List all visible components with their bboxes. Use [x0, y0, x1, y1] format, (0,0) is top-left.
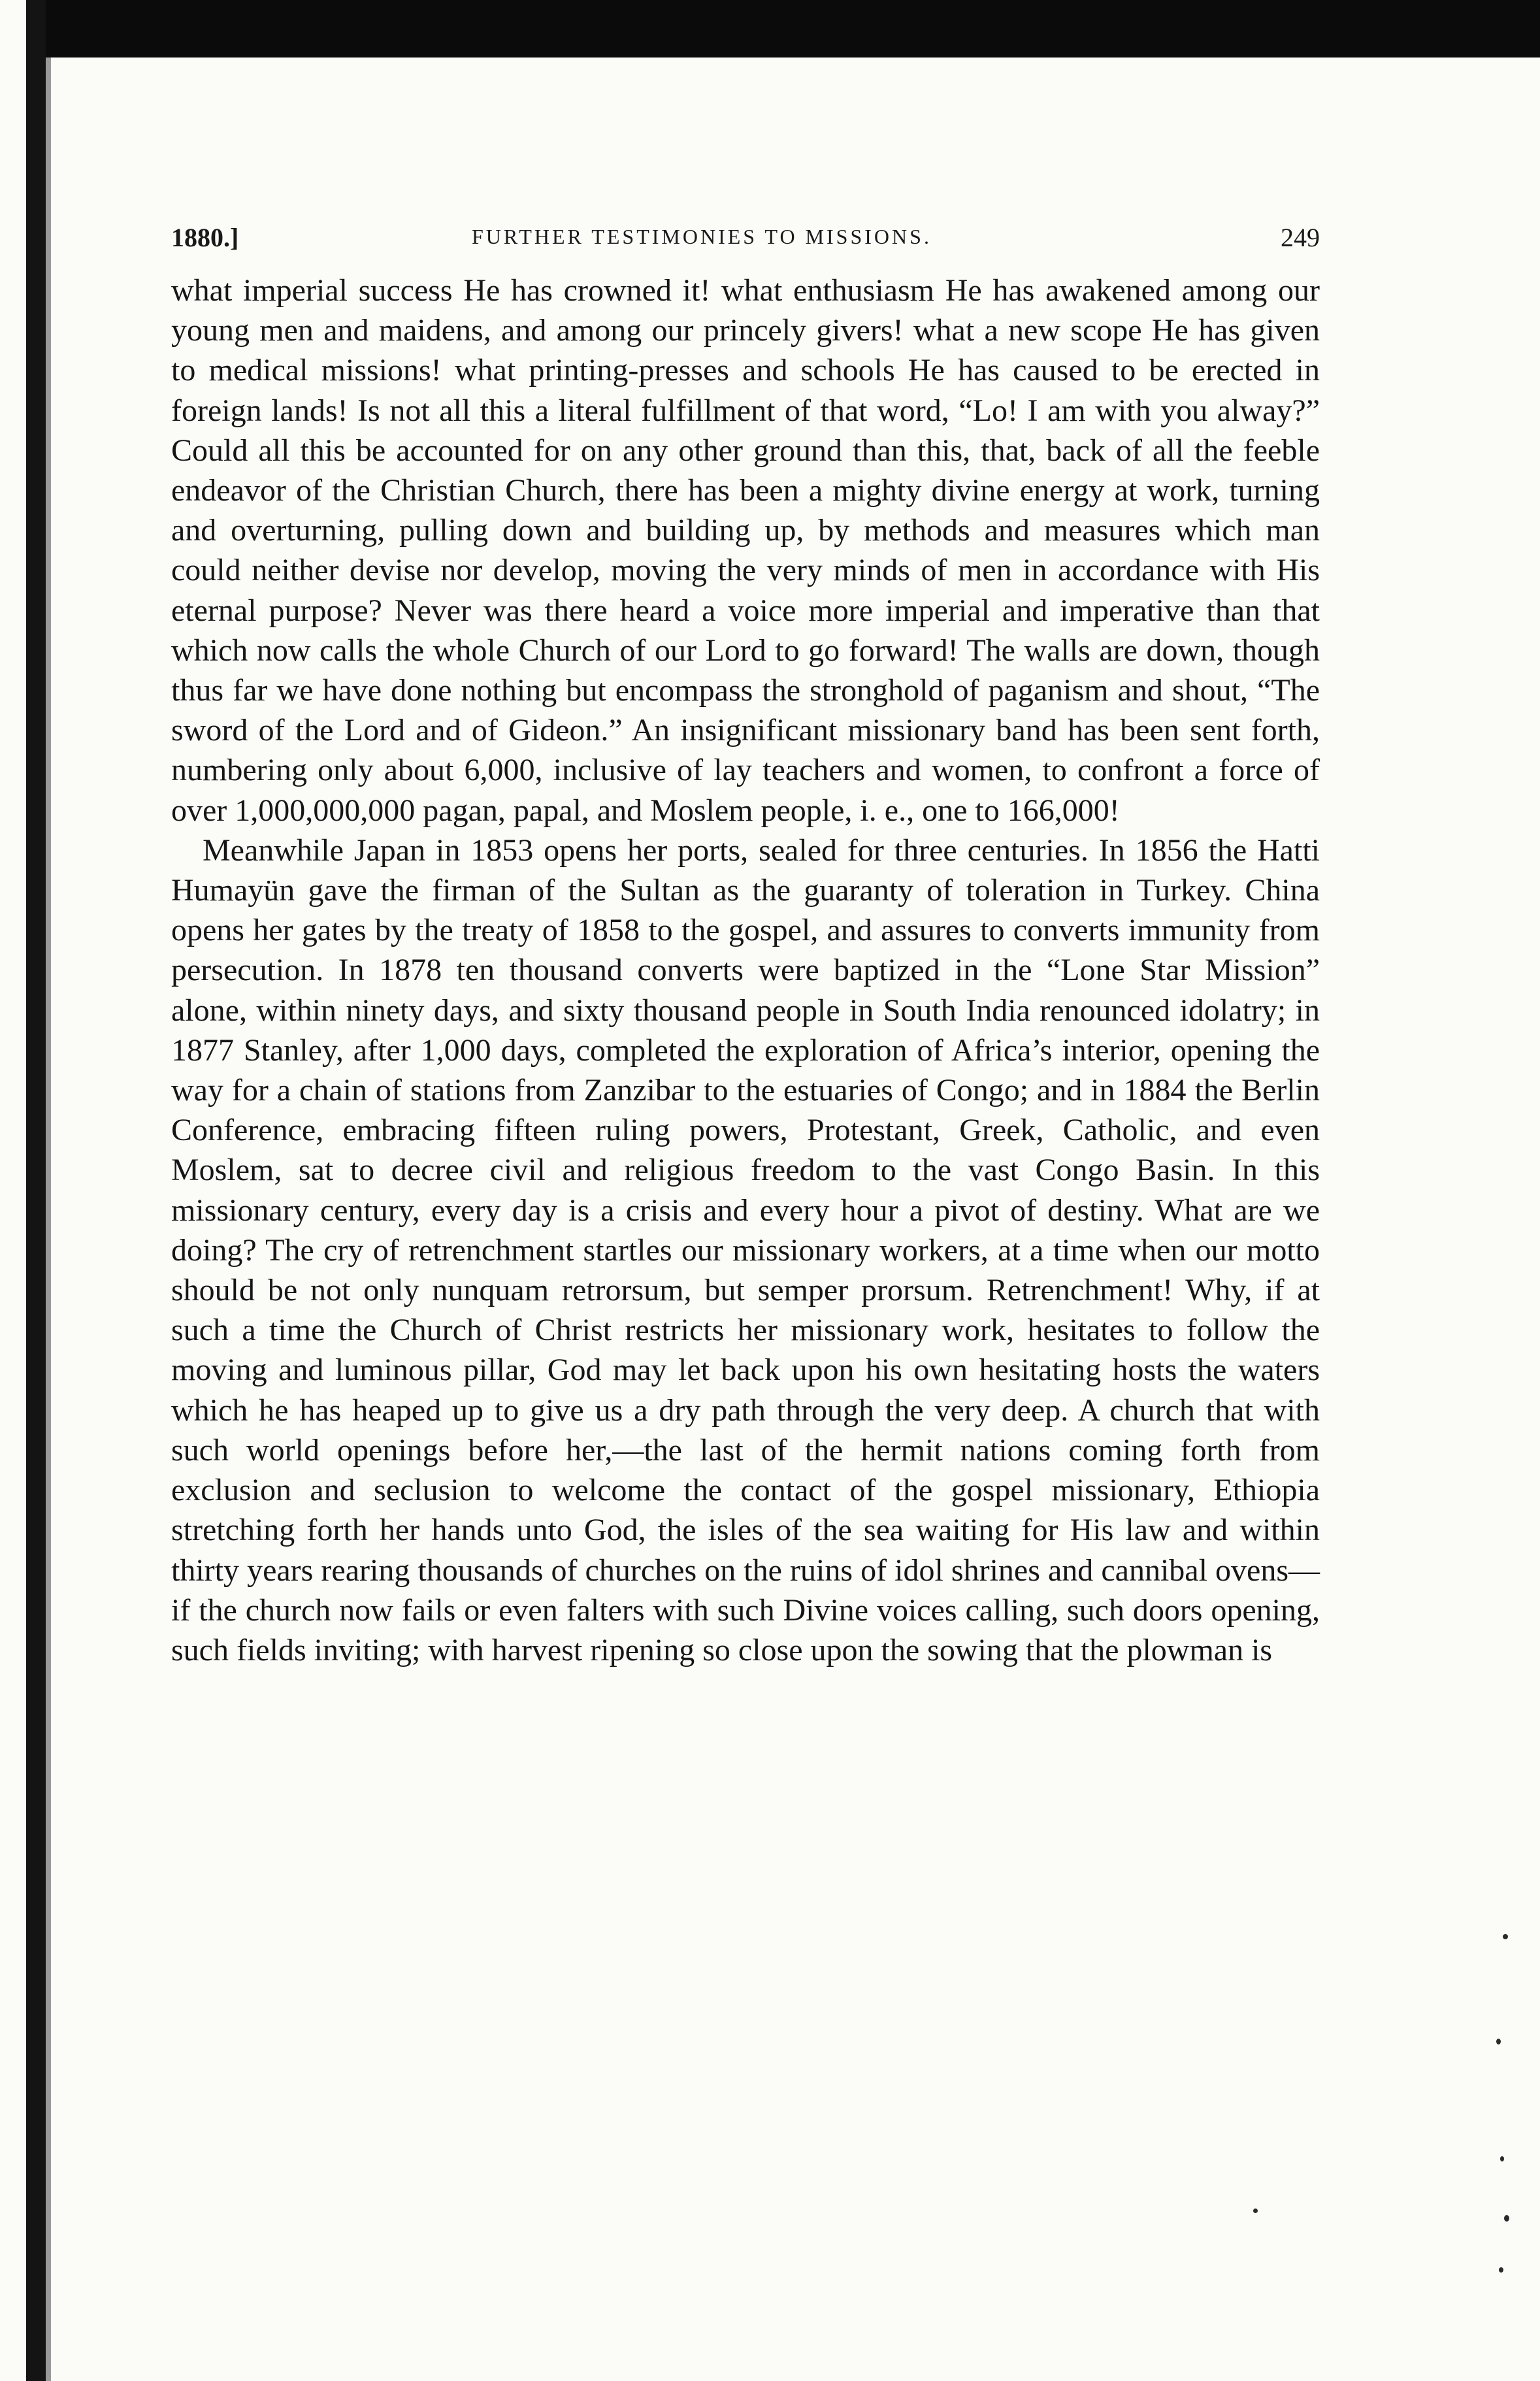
body-text — [171, 271, 1320, 2322]
scan-left-edge-shadow — [46, 57, 51, 2381]
scan-speck — [1503, 1934, 1508, 1939]
page-number: 249 — [1281, 223, 1320, 252]
scan-speck — [1504, 2215, 1509, 2222]
running-head — [171, 222, 1320, 261]
scan-top-border — [26, 0, 1540, 57]
scan-left-border — [26, 0, 46, 2381]
running-head-title: FURTHER TESTIMONIES TO MISSIONS. — [472, 225, 932, 248]
scan-speck — [1496, 2039, 1501, 2044]
running-head-year: 1880.] — [171, 223, 239, 252]
paragraph: Meanwhile Japan in 1853 opens her ports, sealed for three centuries. In 1856 the Hatti Humayün gave the firman of the Sultan as the guaranty of toleration in Turkey. China opens her gates by the treaty of 1858 to the gospel, and assures to converts immunity from persecution. In 1878 ten thousand converts were baptized in the “Lone Star Mission” alone, within ninety days, and sixty thousand people in South India renounced idolatry; in 1877 Stanley, after 1,000 days, completed the exploration of Africa’s interior, opening the way for a chain of stations from Zanzibar to the estuaries of Congo; and in 1884 the Berlin Conference, embracing fifteen ruling powers, Protestant, Greek, Catholic, and even Moslem, sat to decree civil and religious freedom to the vast Congo Basin. In this missionary century, every day is a crisis and every hour a pivot of destiny. What are we doing? The cry of retrenchment startles our missionary workers, at a time when our motto should be not only nunquam retrorsum, but semper prorsum. Retrenchment! Why, if at such a time the Church of Christ restricts her missionary work, hesitates to follow the moving and luminous pillar, God may let back upon his own hesitating hosts the waters which he has heaped up to give us a dry path through the very deep. A church that with such world openings before her,—the last of the hermit nations coming forth from exclusion and seclusion to welcome the contact of the gospel missionary, Ethiopia stretching forth her hands unto God, the isles of the sea waiting for His law and within thirty years rearing thousands of churches on the ruins of idol shrines and cannibal ovens—if the church now fails or even falters with such Divine voices calling, such doors opening, such fields inviting; with harvest ripening so close upon the sowing that the plowman is — [171, 832, 1320, 1667]
scan-speck — [1499, 2267, 1503, 2273]
scan-speck — [1500, 2156, 1504, 2161]
paragraph: what imperial success He has crowned it! what enthusiasm He has awakened among our young men and maidens, and among our princely givers! what a new scope He has given to medical missions! what printing-presses and schools He has caused to be erected in foreign lands! Is not all this a literal fulfillment of that word, “Lo! I am with you alway?” Could all this be accounted for on any other ground than this, that, back of all the feeble endeavor of the Christian Church, there has been a mighty divine energy at work, turning and overturning, pulling down and building up, by methods and measures which man could neither devise nor develop, moving the very minds of men in accordance with His eternal purpose? Never was there heard a voice more imperial and imperative than that which now calls the whole Church of our Lord to go forward! The walls are down, though thus far we have done nothing but encompass the stronghold of paganism and shout, “The sword of the Lord and of Gideon.” An insignificant missionary band has been sent forth, numbering only about 6,000, inclusive of lay teachers and women, to confront a force of over 1,000,000,000 pagan, papal, and Moslem people, i. e., one to 166,000! — [171, 273, 1320, 828]
